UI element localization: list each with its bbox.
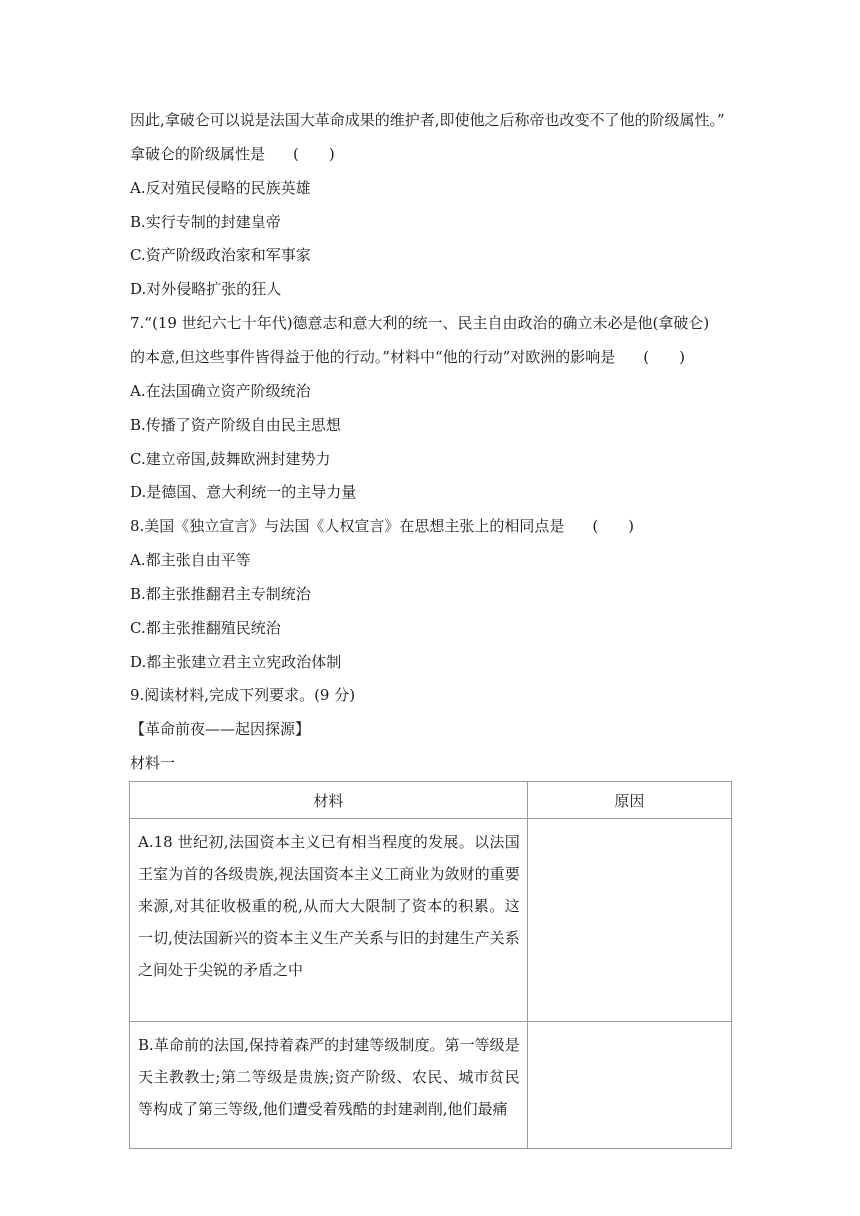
paragraph-line: 因此,拿破仑可以说是法国大革命成果的维护者,即使他之后称帝也改变不了他的阶级属性。” — [130, 111, 725, 129]
answer-bracket: ( ) — [592, 517, 635, 535]
reason-cell — [527, 819, 731, 1022]
option-8d: D.都主张建立君主立宪政治体制 — [130, 653, 342, 671]
material-table — [129, 781, 732, 1149]
option-6d: D.对外侵略扩张的狂人 — [130, 280, 282, 298]
table-row — [130, 1022, 732, 1149]
material-text-a: A.18 世纪初,法国资本主义已有相当程度的发展。以法国王室为首的各级贵族,视法国资本主义工商业为敛财的重要来源,对其征收极重的税,从而大大限制了资本的积累。这一切,使法国新兴的资本主义生产关系与旧的封建生产关系之间处于尖锐的矛盾之中 — [138, 833, 520, 979]
option-7d: D.是德国、意大利统一的主导力量 — [130, 483, 357, 501]
answer-bracket: ( ) — [643, 348, 685, 366]
question-7-line-1: 7.“(19 世纪六七十年代)德意志和意大利的统一、民主自由政治的确立未必是他(拿破仑) — [130, 314, 710, 332]
reason-cell — [527, 1022, 731, 1149]
option-7b: B.传播了资产阶级自由民主思想 — [130, 416, 341, 434]
column-header-material: 材料 — [130, 782, 528, 819]
option-6b: B.实行专制的封建皇帝 — [130, 213, 281, 231]
table-row — [130, 819, 732, 1022]
material-cell — [130, 1022, 528, 1149]
question-7-line-2 — [130, 347, 685, 367]
question-6-text: 拿破仑的阶级属性是 — [130, 145, 266, 163]
section-heading: 【革命前夜——起因探源】 — [130, 720, 311, 738]
question-9-stem: 9.阅读材料,完成下列要求。(9 分) — [130, 686, 356, 704]
question-8-stem — [130, 516, 634, 536]
question-8-text: 8.美国《独立宣言》与法国《人权宣言》在思想主张上的相同点是 — [130, 517, 565, 535]
material-label: 材料一 — [130, 754, 176, 772]
column-header-reason: 原因 — [527, 782, 731, 819]
answer-bracket: ( ) — [293, 145, 335, 163]
option-8c: C.都主张推翻殖民统治 — [130, 619, 281, 637]
option-8b: B.都主张推翻君主专制统治 — [130, 585, 311, 603]
question-6-stem — [130, 144, 335, 164]
option-6a: A.反对殖民侵略的民族英雄 — [130, 179, 311, 197]
option-7c: C.建立帝国,鼓舞欧洲封建势力 — [130, 450, 331, 468]
option-7a: A.在法国确立资产阶级统治 — [130, 382, 311, 400]
question-7-text: 的本意,但这些事件皆得益于他的行动。”材料中“他的行动”对欧洲的影响是 — [130, 348, 616, 366]
material-text-b: B.革命前的法国,保持着森严的封建等级制度。第一等级是天主教教士;第二等级是贵族;资产阶级、农民、城市贫民等构成了第三等级,他们遭受着残酷的封建剥削,他们最痛 — [138, 1036, 520, 1118]
material-cell — [130, 819, 528, 1022]
option-8a: A.都主张自由平等 — [130, 551, 251, 569]
table-header-row — [130, 782, 732, 819]
option-6c: C.资产阶级政治家和军事家 — [130, 246, 311, 264]
